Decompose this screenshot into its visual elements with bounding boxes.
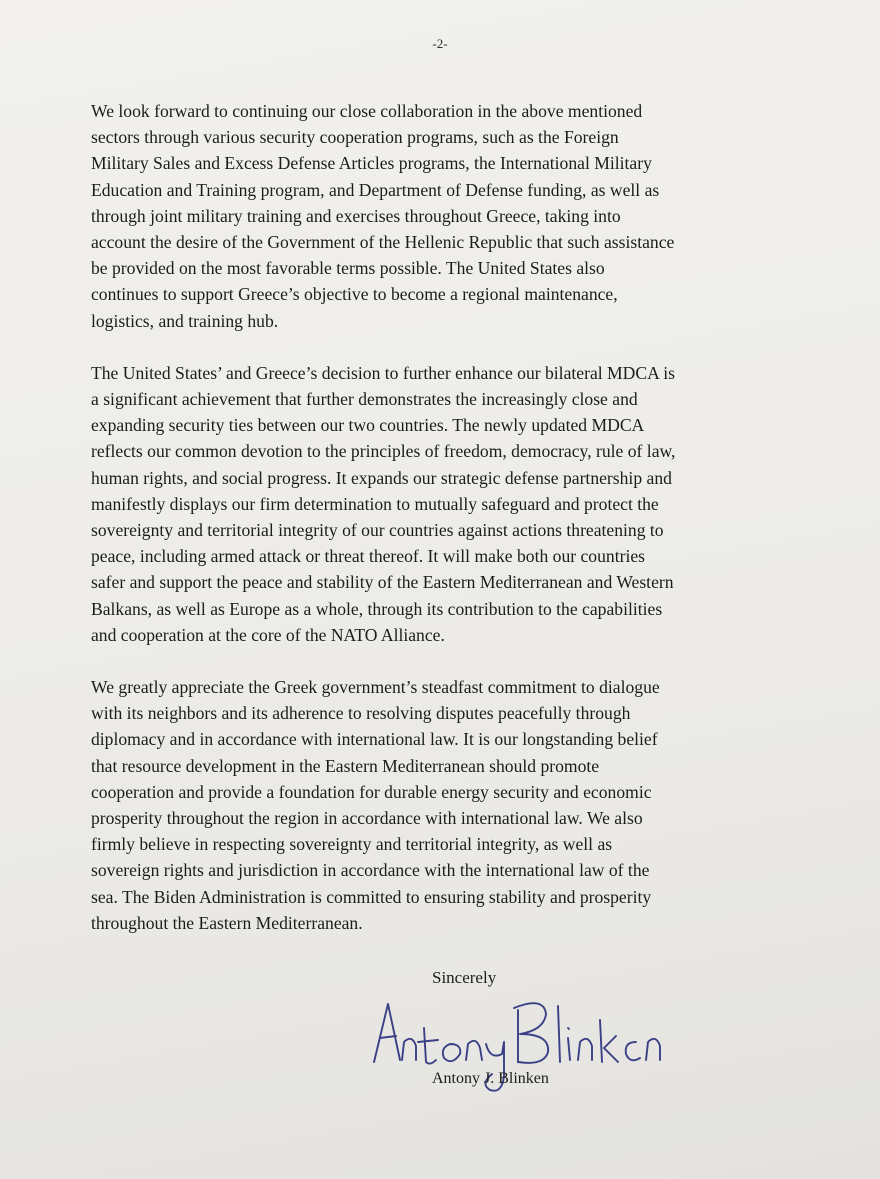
text-line: sovereignty and territorial integrity of our countries against actions threatening to bbox=[91, 520, 664, 541]
paragraph-1 bbox=[91, 98, 851, 334]
text-line: cooperation and provide a foundation for durable energy security and economic bbox=[91, 781, 652, 802]
text-line: that resource development in the Eastern Mediterranean should promote bbox=[91, 755, 600, 776]
text-line: prosperity throughout the region in accordance with international law. We also bbox=[91, 808, 643, 829]
paragraph-3 bbox=[91, 674, 851, 936]
text-line: throughout the Eastern Mediterranean. bbox=[91, 912, 363, 933]
paragraph-2 bbox=[91, 360, 851, 648]
text-line: manifestly displays our firm determination to mutually safeguard and protect the bbox=[91, 493, 659, 514]
text-line: sea. The Biden Administration is committed to ensuring stability and prosperity bbox=[91, 886, 652, 907]
text-line: with its neighbors and its adherence to resolving disputes peacefully through bbox=[91, 703, 631, 724]
text-line: We greatly appreciate the Greek government’s steadfast commitment to dialogue bbox=[91, 677, 660, 698]
text-line: peace, including armed attack or threat thereof. It will make both our countries bbox=[91, 546, 645, 567]
text-line: logistics, and training hub. bbox=[91, 310, 279, 331]
closing: Sincerely bbox=[432, 968, 497, 987]
text-line: and cooperation at the core of the NATO Alliance. bbox=[91, 624, 445, 645]
text-line: human rights, and social progress. It expands our strategic defense partnership and bbox=[91, 467, 672, 488]
text-line: diplomacy and in accordance with international law. It is our longstanding belief bbox=[91, 729, 658, 750]
page-number: -2- bbox=[432, 36, 448, 51]
text-line: firmly believe in respecting sovereignty and territorial integrity, as well as bbox=[91, 834, 613, 855]
text-line: continues to support Greece’s objective to become a regional maintenance, bbox=[91, 284, 618, 305]
text-line: be provided on the most favorable terms possible. The United States also bbox=[91, 258, 605, 279]
text-line: reflects our common devotion to the principles of freedom, democracy, rule of law, bbox=[91, 441, 676, 462]
text-line: a significant achievement that further demonstrates the increasingly close and bbox=[91, 389, 638, 410]
text-line: safer and support the peace and stability of the Eastern Mediterranean and Western bbox=[91, 572, 674, 593]
text-line: expanding security ties between our two countries. The newly updated MDCA bbox=[91, 415, 645, 436]
letter-body bbox=[91, 98, 851, 936]
text-line: sectors through various security cooperation programs, such as the Foreign bbox=[91, 127, 619, 148]
text-line: through joint military training and exercises throughout Greece, taking into bbox=[91, 205, 621, 226]
text-line: We look forward to continuing our close collaboration in the above mentioned bbox=[91, 101, 643, 121]
text-line: The United States’ and Greece’s decision to further enhance our bilateral MDCA is bbox=[91, 362, 675, 383]
text-line: Balkans, as well as Europe as a whole, through its contribution to the capabilities bbox=[91, 598, 663, 619]
text-line: sovereign rights and jurisdiction in accordance with the international law of the bbox=[91, 860, 650, 881]
text-line: account the desire of the Government of the Hellenic Republic that such assistance bbox=[91, 232, 675, 253]
signer-name: Antony J. Blinken bbox=[432, 1070, 549, 1087]
text-line: Education and Training program, and Department of Defense funding, as well as bbox=[91, 179, 660, 200]
text-line: Military Sales and Excess Defense Articles programs, the International Military bbox=[91, 153, 652, 174]
